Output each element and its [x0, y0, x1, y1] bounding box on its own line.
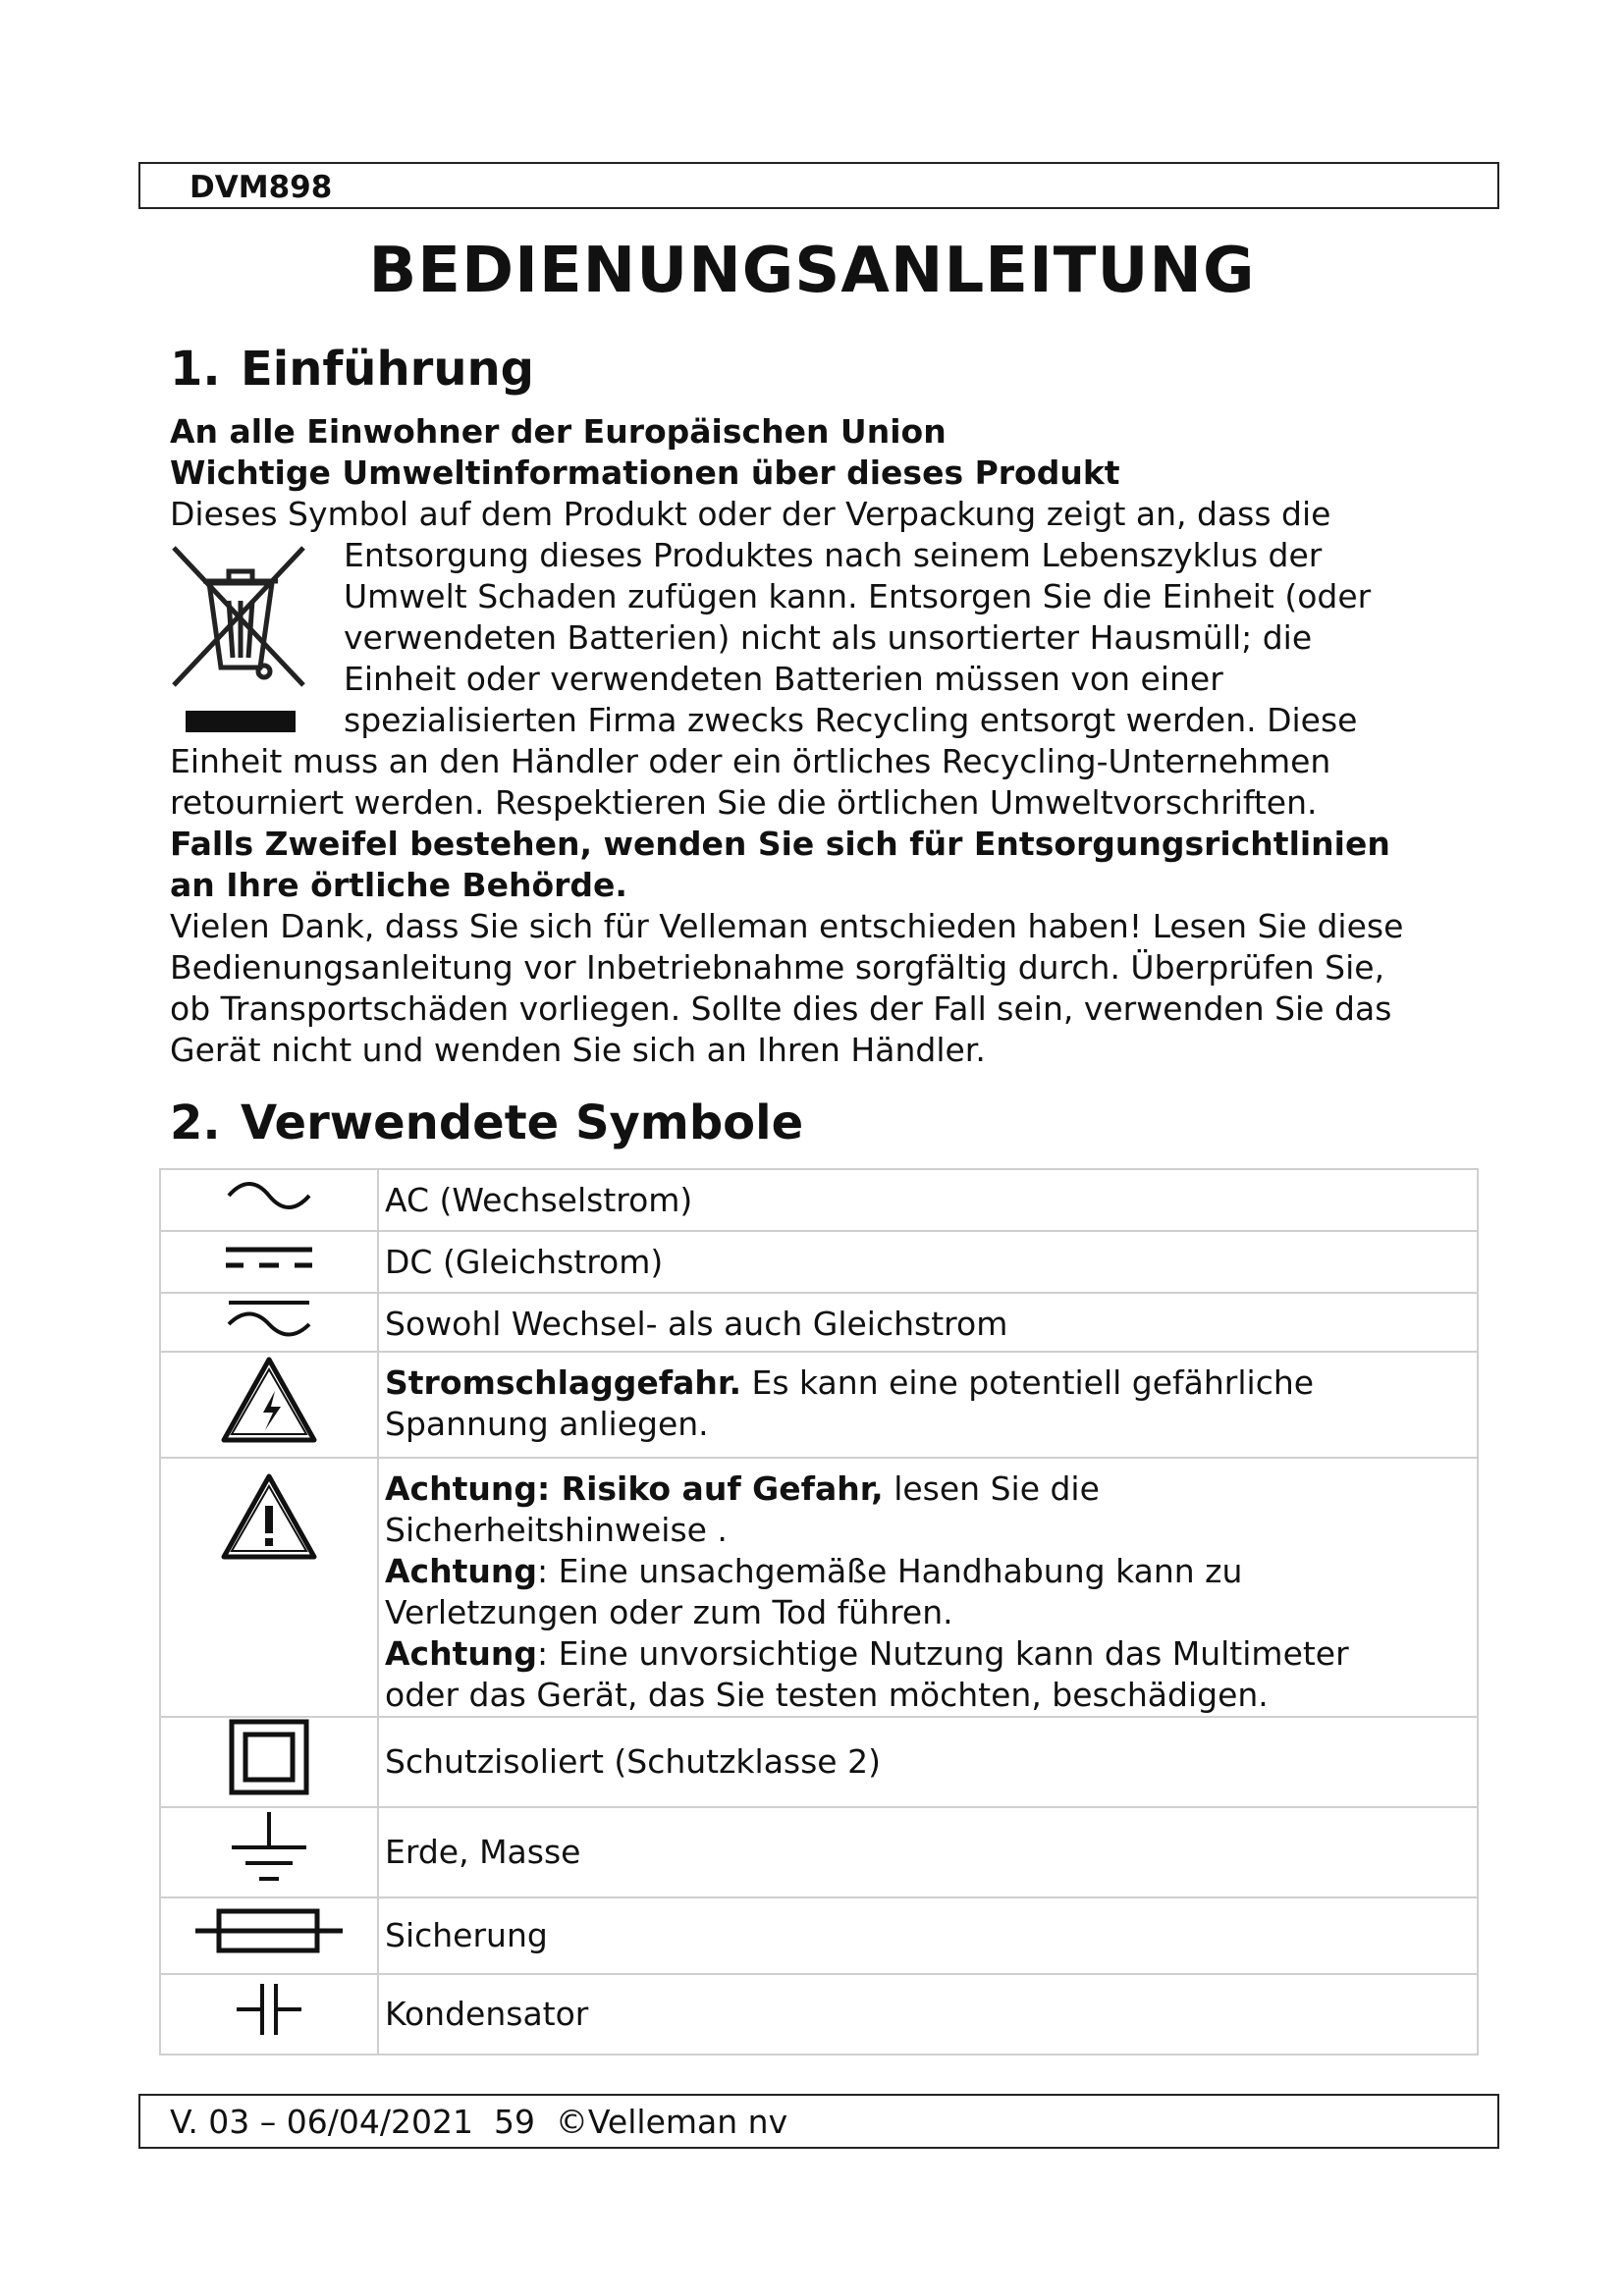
footer-text: V. 03 – 06/04/2021 59 ©Velleman nv: [170, 2103, 788, 2141]
table-row: [160, 1169, 1478, 1231]
paragraph-line: Bedienungsanleitung vor Inbetriebnahme sorgfältig durch. Überprüfen Sie,: [170, 948, 1385, 987]
paragraph-line: Einheit oder verwendeten Batterien müssen von einer: [344, 660, 1223, 698]
paragraph-line: Vielen Dank, dass Sie sich für Velleman entschieden haben! Lesen Sie diese: [170, 907, 1404, 945]
symbol-description: Kondensator: [378, 1974, 1478, 2055]
table-row: [160, 1231, 1478, 1293]
shock-warning-bold: Stromschlaggefahr.: [385, 1363, 741, 1402]
symbols-table: [159, 1168, 1479, 2056]
subheading-environment: Wichtige Umweltinformationen über dieses Produkt: [170, 454, 1120, 492]
paragraph-line: ob Transportschäden vorliegen. Sollte dies der Fall sein, verwenden Sie das: [170, 989, 1392, 1028]
caution-bold-1: Achtung: Risiko auf Gefahr,: [385, 1469, 884, 1508]
symbol-description: Schutzisoliert (Schutzklasse 2): [378, 1717, 1478, 1807]
section-2-number: 2.: [170, 1095, 221, 1150]
symbol-description: Sowohl Wechsel- als auch Gleichstrom: [378, 1293, 1478, 1352]
document-title: BEDIENUNGSANLEITUNG: [368, 235, 1256, 307]
symbol-cell: [160, 1717, 378, 1807]
fuse-icon: [193, 1905, 345, 1956]
caution-text-2: : Eine unsachgemäße Handhabung kann zu: [536, 1552, 1243, 1590]
symbol-cell: [160, 1974, 378, 2055]
dc-icon: [222, 1238, 316, 1277]
caution-bold-2: Achtung: [385, 1552, 537, 1590]
capacitor-icon: [235, 1980, 303, 2039]
paragraph-line: Entsorgung dieses Produktes nach seinem Lebenszyklus der: [344, 536, 1323, 574]
weee-paragraph: [170, 494, 1371, 824]
ground-icon: [228, 1808, 310, 1887]
paragraph-line: Gerät nicht und wenden Sie sich an Ihren Händler.: [170, 1031, 986, 1069]
symbol-cell: [160, 1897, 378, 1974]
paragraph-line: retourniert werden. Respektieren Sie die örtlichen Umweltvorschriften.: [170, 783, 1318, 822]
table-row: [160, 1458, 1478, 1717]
section-1-number: 1.: [170, 342, 221, 397]
section-1-heading: [170, 341, 534, 398]
table-row: [160, 1974, 1478, 2055]
paragraph-line: Dieses Symbol auf dem Produkt oder der Verpackung zeigt an, dass die: [170, 495, 1331, 533]
symbol-cell: [160, 1231, 378, 1293]
table-row: [160, 1352, 1478, 1458]
caution-text-3b: oder das Gerät, das Sie testen möchten, beschädigen.: [385, 1676, 1269, 1714]
paragraph-line: Umwelt Schaden zufügen kann. Entsorgen Sie die Einheit (oder: [344, 577, 1372, 615]
symbol-description: [378, 1352, 1478, 1458]
ac-dc-icon: [225, 1295, 313, 1340]
paragraph-line: Einheit muss an den Händler oder ein örtliches Recycling-Unternehmen: [170, 742, 1331, 780]
symbol-cell: [160, 1807, 378, 1897]
paragraph-line: verwendeten Batterien) nicht als unsortierter Hausmüll; die: [344, 618, 1313, 657]
table-row: [160, 1897, 1478, 1974]
weee-bin-icon: [170, 542, 307, 736]
symbol-cell: [160, 1458, 378, 1717]
caution-text-2b: Verletzungen oder zum Tod führen.: [385, 1593, 953, 1631]
shock-warning-text-2: Spannung anliegen.: [385, 1405, 709, 1443]
symbol-cell: [160, 1293, 378, 1352]
shock-warning-text: Es kann eine potentiell gefährliche: [741, 1363, 1315, 1402]
symbol-cell: [160, 1352, 378, 1458]
table-row: [160, 1717, 1478, 1807]
double-insulation-icon: [228, 1718, 310, 1796]
paragraph-line: spezialisierten Firma zwecks Recycling entsorgt werden. Diese: [344, 701, 1358, 739]
electric-shock-warning-icon: [220, 1356, 318, 1444]
caution-text-3: : Eine unvorsichtige Nutzung kann das Multimeter: [536, 1634, 1349, 1673]
symbol-description: [378, 1458, 1478, 1717]
footer-box: [138, 2094, 1499, 2149]
symbol-description: Erde, Masse: [378, 1807, 1478, 1897]
header-box: [138, 162, 1499, 209]
thanks-paragraph: [170, 906, 1403, 1071]
caution-text-1: lesen Sie die: [883, 1469, 1100, 1508]
table-row: [160, 1807, 1478, 1897]
symbol-cell: [160, 1169, 378, 1231]
section-2-heading: [170, 1095, 803, 1151]
table-row: [160, 1293, 1478, 1352]
caution-bold-3: Achtung: [385, 1634, 537, 1673]
subheading-eu: An alle Einwohner der Europäischen Union: [170, 412, 947, 451]
symbol-description: Sicherung: [378, 1897, 1478, 1974]
paragraph-line: an Ihre örtliche Behörde.: [170, 866, 627, 904]
section-2-title: Verwendete Symbole: [241, 1095, 804, 1150]
caution-text-1b: Sicherheitshinweise .: [385, 1511, 728, 1549]
ac-icon: [225, 1176, 313, 1215]
section-1-title: Einführung: [241, 342, 535, 397]
caution-warning-icon: [220, 1472, 318, 1561]
symbol-description: DC (Gleichstrom): [378, 1231, 1478, 1293]
paragraph-line: Falls Zweifel bestehen, wenden Sie sich für Entsorgungsrichtlinien: [170, 825, 1390, 863]
disposal-warning: [170, 824, 1390, 906]
symbol-description: AC (Wechselstrom): [378, 1169, 1478, 1231]
model-number: DVM898: [189, 170, 333, 205]
